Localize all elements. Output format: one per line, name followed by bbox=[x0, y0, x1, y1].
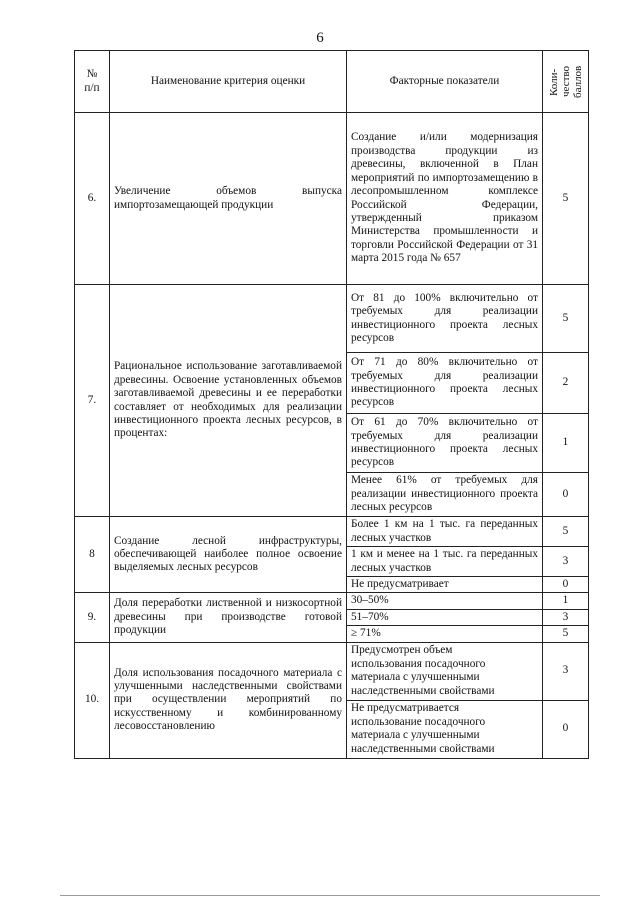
indicator: 30–50% bbox=[347, 593, 543, 609]
points: 3 bbox=[543, 642, 589, 700]
points: 5 bbox=[543, 517, 589, 547]
indicator: Менее 61% от требуемых для реализации инвестиционного проекта лесных ресурсов bbox=[347, 473, 543, 517]
row-number: 10. bbox=[75, 642, 110, 758]
header-num: № п/п bbox=[75, 51, 110, 113]
indicator: От 81 до 100% включительно от требуемых для реализации инвестиционного проекта лесных ресурсов bbox=[347, 285, 543, 353]
points: 1 bbox=[543, 593, 589, 609]
points: 1 bbox=[543, 414, 589, 473]
points: 0 bbox=[543, 577, 589, 593]
row-number: 6. bbox=[75, 113, 110, 285]
indicator: Создание и/или модернизация производства продукции из древесины, включенной в План мероприятий по импортозамещению в лесопромышленном комплексе Российской Федерации, утвержденный приказом Министерства промышленности и торговли Российской Федерации от 31 марта 2015 года № 657 bbox=[347, 113, 543, 285]
points: 0 bbox=[543, 473, 589, 517]
criterion-name: Рациональное использование заготавливаемой древесины. Освоение установленных объемов заготавливаемой древесины и ее переработки составляет от необходимых для реализации инвестиционного проекта лесных ресурсов, в процентах: bbox=[110, 285, 347, 517]
header-criterion-name: Наименование критерия оценки bbox=[110, 51, 347, 113]
criterion-name: Доля использования посадочного материала с улучшенными наследственными свойствами при осуществлении мероприятий по искусственному и комбинированному лесовосстановлению bbox=[110, 642, 347, 758]
criterion-name: Доля переработки лиственной и низкосортной древесины при производстве готовой продукции bbox=[110, 593, 347, 642]
page-number: 6 bbox=[316, 30, 324, 46]
table-row bbox=[75, 285, 589, 353]
indicator: ≥ 71% bbox=[347, 626, 543, 642]
header-points: Коли- чество баллов bbox=[547, 65, 584, 98]
table-row bbox=[75, 113, 589, 285]
row-number: 7. bbox=[75, 285, 110, 517]
indicator: От 71 до 80% включительно от требуемых для реализации инвестиционного проекта лесных ресурсов bbox=[347, 353, 543, 414]
points: 3 bbox=[543, 609, 589, 625]
indicator: Более 1 км на 1 тыс. га переданных лесных участков bbox=[347, 517, 543, 547]
points: 5 bbox=[543, 113, 589, 285]
criterion-name: Создание лесной инфраструктуры, обеспечивающей наиболее полное освоение выделяемых лесных ресурсов bbox=[110, 517, 347, 593]
points: 3 bbox=[543, 547, 589, 577]
points: 0 bbox=[543, 700, 589, 758]
points: 5 bbox=[543, 285, 589, 353]
indicator: 51–70% bbox=[347, 609, 543, 625]
indicator: Не предусматривает bbox=[347, 577, 543, 593]
indicator: 1 км и менее на 1 тыс. га переданных лесных участков bbox=[347, 547, 543, 577]
row-number: 9. bbox=[75, 593, 110, 642]
criteria-table bbox=[74, 50, 589, 759]
table-row bbox=[75, 517, 589, 547]
indicator: Не предусматривается использование посадочного материала с улучшенными наследственными свойствами bbox=[347, 700, 543, 758]
table-row bbox=[75, 593, 589, 609]
scan-edge-line bbox=[60, 895, 600, 896]
table-header-row bbox=[75, 51, 589, 113]
points: 5 bbox=[543, 626, 589, 642]
points: 2 bbox=[543, 353, 589, 414]
table-row bbox=[75, 642, 589, 700]
row-number: 8 bbox=[75, 517, 110, 593]
criterion-name: Увеличение объемов выпуска импортозамещающей продукции bbox=[110, 113, 347, 285]
indicator: Предусмотрен объем использования посадочного материала с улучшенными наследственными свойствами bbox=[347, 642, 543, 700]
header-indicators: Факторные показатели bbox=[347, 51, 543, 113]
indicator: От 61 до 70% включительно от требуемых для реализации инвестиционного проекта лесных ресурсов bbox=[347, 414, 543, 473]
